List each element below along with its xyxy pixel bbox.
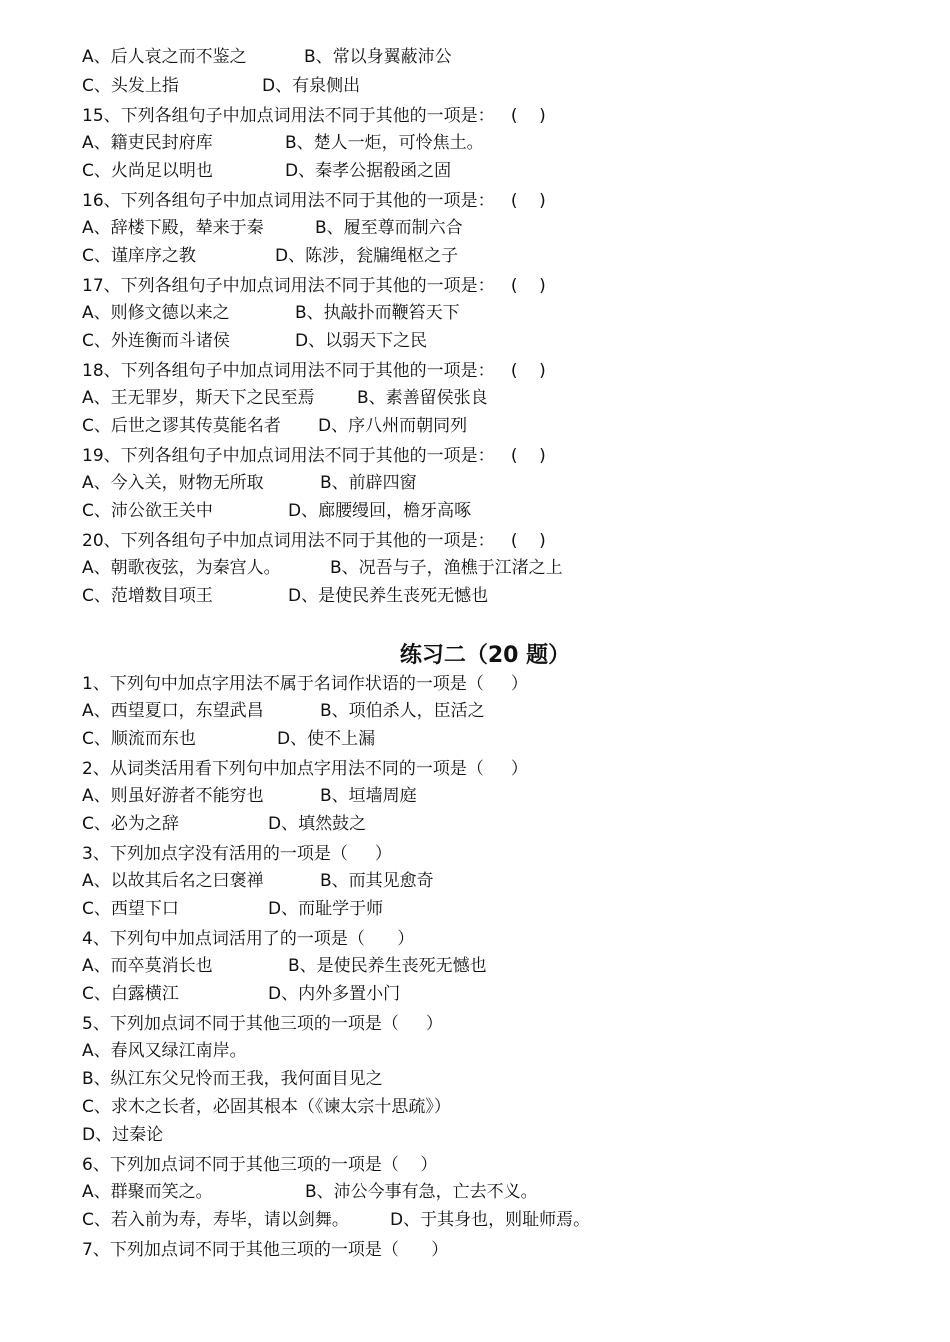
text-line: C、西望下口 xyxy=(82,899,179,919)
text-line: C、沛公欲王关中 xyxy=(82,501,213,521)
text-line: C、后世之谬其传莫能名者 xyxy=(82,416,281,436)
option-text: B、常以身翼蔽沛公 xyxy=(304,47,452,67)
text-line: D、过秦论 xyxy=(82,1125,164,1145)
text-line: A、籍吏民封府库 xyxy=(82,133,213,153)
text-line: A、朝歌夜弦，为秦宫人。 xyxy=(82,558,281,578)
option-text: D、以弱天下之民 xyxy=(295,331,428,351)
option-text: D、填然鼓之 xyxy=(268,814,367,834)
option-text: D、秦孝公据殽函之固 xyxy=(285,161,452,181)
option-text: B、是使民养生丧死无憾也 xyxy=(288,956,487,976)
option-text: D、陈涉，瓮牖绳枢之子 xyxy=(275,246,459,266)
text-line: 2、从词类活用看下列句中加点字用法不同的一项是（ ） xyxy=(82,759,528,779)
text-line: B、纵江东父兄怜而王我，我何面目见之 xyxy=(82,1069,383,1089)
text-line: A、后人哀之而不鉴之 xyxy=(82,47,247,67)
text-line: C、必为之辞 xyxy=(82,814,179,834)
option-text: B、素善留侯张良 xyxy=(357,388,488,408)
option-text: D、有泉侧出 xyxy=(262,76,361,96)
text-line: A、则修文德以来之 xyxy=(82,303,230,323)
option-text: B、项伯杀人，臣活之 xyxy=(320,701,485,721)
text-line: A、王无罪岁，斯天下之民至焉 xyxy=(82,388,315,408)
text-line: C、头发上指 xyxy=(82,76,179,96)
text-line: 20、下列各组句子中加点词用法不同于其他的一项是： ( ) xyxy=(82,531,546,551)
option-text: B、况吾与子，渔樵于江渚之上 xyxy=(330,558,563,578)
text-line: C、谨庠序之教 xyxy=(82,246,196,266)
text-line: A、今入关，财物无所取 xyxy=(82,473,264,493)
text-line: C、求木之长者，必固其根本（《谏太宗十思疏》） xyxy=(82,1097,451,1117)
option-text: D、于其身也，则耻师焉。 xyxy=(390,1210,591,1230)
text-line: 16、下列各组句子中加点词用法不同于其他的一项是： ( ) xyxy=(82,191,546,211)
text-line: A、而卒莫消长也 xyxy=(82,956,213,976)
text-line: 3、下列加点字没有活用的一项是（ ） xyxy=(82,844,392,864)
text-line: C、白露横江 xyxy=(82,984,179,1004)
text-line: C、火尚足以明也 xyxy=(82,161,213,181)
text-line: A、辞楼下殿，辇来于秦 xyxy=(82,218,264,238)
text-line: A、群聚而笑之。 xyxy=(82,1182,213,1202)
text-line: C、顺流而东也 xyxy=(82,729,196,749)
text-line: A、以故其后名之曰褒禅 xyxy=(82,871,264,891)
text-line: C、若入前为寿，寿毕，请以剑舞。 xyxy=(82,1210,349,1230)
option-text: D、序八州而朝同列 xyxy=(318,416,468,436)
option-text: D、廊腰缦回，檐牙高啄 xyxy=(288,501,472,521)
option-text: D、而耻学于师 xyxy=(268,899,384,919)
option-text: B、前辟四窗 xyxy=(320,473,417,493)
text-line: C、范增数目项王 xyxy=(82,586,213,606)
text-line: 15、下列各组句子中加点词用法不同于其他的一项是： ( ) xyxy=(82,106,546,126)
text-line: 6、下列加点词不同于其他三项的一项是（ ） xyxy=(82,1155,438,1175)
text-line: A、春风又绿江南岸。 xyxy=(82,1041,247,1061)
text-line: 4、下列句中加点词活用了的一项是（ ） xyxy=(82,929,415,949)
option-text: B、楚人一炬，可怜焦土。 xyxy=(285,133,484,153)
text-line: 18、下列各组句子中加点词用法不同于其他的一项是： ( ) xyxy=(82,361,546,381)
option-text: B、执敲扑而鞭笞天下 xyxy=(295,303,460,323)
text-line: C、外连衡而斗诸侯 xyxy=(82,331,230,351)
option-text: B、沛公今事有急，亡去不义。 xyxy=(305,1182,538,1202)
text-line: 19、下列各组句子中加点词用法不同于其他的一项是： ( ) xyxy=(82,446,546,466)
text-line: 5、下列加点词不同于其他三项的一项是（ ） xyxy=(82,1014,443,1034)
text-line: 1、下列句中加点字用法不属于名词作状语的一项是（ ） xyxy=(82,674,528,694)
section-title: 练习二（20 题） xyxy=(399,643,571,668)
option-text: B、而其见愈奇 xyxy=(320,871,434,891)
text-line: A、西望夏口，东望武昌 xyxy=(82,701,264,721)
option-text: B、履至尊而制六合 xyxy=(315,218,463,238)
option-text: B、垣墙周庭 xyxy=(320,786,417,806)
option-text: D、使不上漏 xyxy=(277,729,376,749)
option-text: D、内外多置小门 xyxy=(268,984,401,1004)
text-line: A、则虽好游者不能穷也 xyxy=(82,786,264,806)
option-text: D、是使民养生丧死无憾也 xyxy=(288,586,489,606)
text-line: 7、下列加点词不同于其他三项的一项是（ ） xyxy=(82,1240,449,1260)
text-line: 17、下列各组句子中加点词用法不同于其他的一项是： ( ) xyxy=(82,276,546,296)
